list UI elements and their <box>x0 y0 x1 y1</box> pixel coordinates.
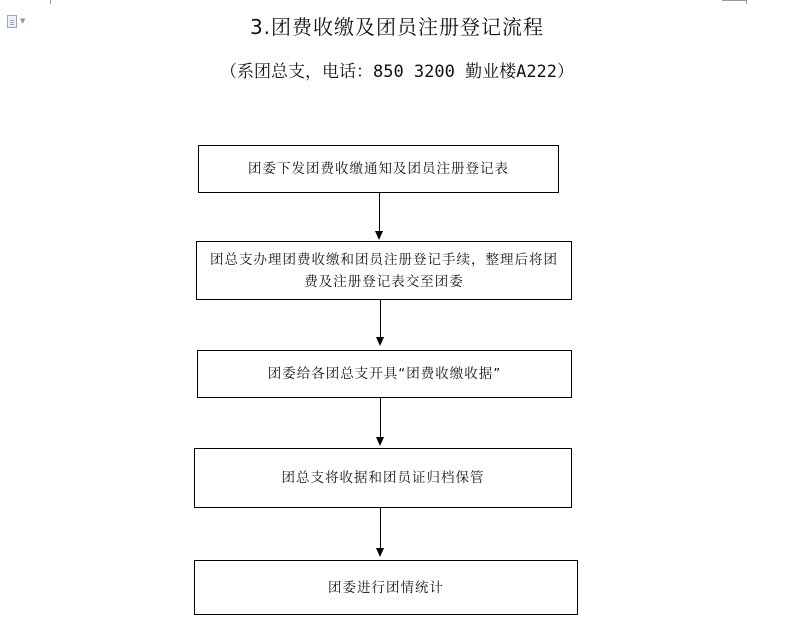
chevron-down-icon: ▼ <box>20 16 26 25</box>
flow-step-4 <box>194 448 572 508</box>
flow-step-3 <box>197 350 572 398</box>
flow-arrow-2-head <box>376 337 384 346</box>
margin-mark-right <box>746 0 747 4</box>
flow-arrow-3 <box>380 398 381 437</box>
flow-arrow-4-head <box>376 548 384 557</box>
margin-mark-right-h <box>722 0 746 1</box>
flow-arrow-3-head <box>376 437 384 446</box>
flow-step-1-text: 团委下发团费收缴通知及团员注册登记表 <box>248 161 509 177</box>
flow-step-3-text: 团委给各团总支开具“团费收缴收据” <box>267 366 502 382</box>
margin-mark-left <box>50 0 51 4</box>
flow-arrow-2 <box>380 300 381 337</box>
page-title: 3.团费收缴及团员注册登记流程 <box>249 15 545 39</box>
flow-step-2-text: 团总支办理团费收缴和团员注册登记手续，整理后将团费及注册登记表交至团委 <box>210 251 558 290</box>
flow-step-4-text: 团总支将收据和团员证归档保管 <box>281 470 485 486</box>
flow-step-1 <box>198 145 559 193</box>
flow-step-5 <box>194 560 578 615</box>
flow-arrow-1 <box>379 193 380 231</box>
flow-step-5-text: 团委进行团情统计 <box>328 579 444 596</box>
flow-arrow-1-head <box>375 231 383 240</box>
flow-step-2 <box>196 241 572 300</box>
flow-arrow-4 <box>380 508 381 548</box>
contact-line: （系团总支，电话：850 3200 勤业楼A222） <box>219 62 575 82</box>
